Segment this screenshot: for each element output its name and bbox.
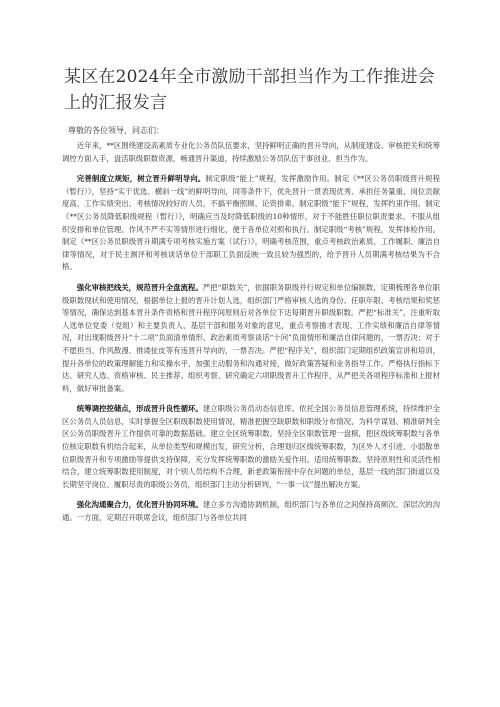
paragraph xyxy=(62,282,440,395)
document-title: 某区在2024年全市激励干部担当作为工作推进会上的汇报发言 xyxy=(64,67,435,113)
paragraph-text: 建立职级公务员动态信息库。依托全国公务员信息管理系统，持续维护全区公务员人员信息，实时掌握全区职级职数使用情况，精准把握空缺职数和职级分布情况，为科学谋划、精准研判全区公务员职级晋升工作提供可靠的数据基础。建立全区统筹职数。坚持全区职数管理一盘棋，把区级统筹职数与各单位核定职数有机结合起来，从单位类型和规模出发，研究分析，合理划归区级统筹职数，为区外人才引进、小弱散单位职级晋升和专项激励等提供支持保障，充分发挥统筹职数的激励关爱作用。适用统筹职数。坚持原则性和灵活性相结合，建立统筹职数使用制度，对个别人员结构不合理，新老政策衔接中存在问题的单位，基层一线的部门街道以及长期坚守岗位、履职尽责的职级公务员，组织部门主动分析研判，“一事一议”提出解决方案。 xyxy=(62,404,440,489)
paragraph-text: 制定职级“能上”规程，发挥激励作用。制定《**区公务员职级晋升规程（暂行）》，坚持“实干优选、横斜一线”的鲜明导向，同等条件下，优先晋升一贯表现优秀、承担任务量重、岗位贡献度高、工作实绩突出、考核情况较好的人员，不搞平衡照顾、论资排辈。制定职级“能下”规程，发挥约束作用。制定《**区公务员降低职级规程（暂行）》，明确应当及时降低职级的10种情形，对于不能胜任职位职责要求、不服从组织安排和单位管理、作风不严不实等情形进行细化，便于各单位对照和执行。制定职级“考核”规程，发挥体检作用。制定《**区公务员职级晋升期满专项考核实施方案（试行）》，明确考核范围，重点考核政治素质、工作履职、廉洁自律等情况，对于民主测评和考核谈话单位干部职工负面反映一致且较为强烈的，给予晋升人员期满考核结果为不合格。 xyxy=(62,174,440,272)
paragraph xyxy=(62,499,440,524)
paragraph-text: 近年来，**区围绕建设高素质专业化公务员队伍要求，坚持鲜明正确的晋升导向，从制度建设、审核把关和统筹调控方面入手，盘活职级职数资源，畅通晋升渠道，持续激励公务员队伍干事创业、担当作为。 xyxy=(62,141,440,163)
paragraph-text: 建立多方沟通协调机制，组织部门与各单位之间保持高频次、深层次的沟通。一方面，定期召开联席会议，组织部门与各单位共同 xyxy=(62,500,440,523)
paragraph-heading: 强化沟通聚合力，优化晋升协同环境。 xyxy=(76,500,203,510)
paragraph-text: 严把“职数关”，依据职务职级并行规定和单位编制数，定期梳理各单位职级职数现状和使用情况，根据单位上报的晋升计划人选，组织部门严格审核人选的身份、任职年限、考核结果和奖惩等情况，确保达到基本晋升条件资格和晋升程序间原则后对各单位下达每期晋升职级职数。严把“标准关”，注重听取人选单位党委（党组）和主要负责人、基层干部和服务对象的意见，重点考察擔才表现、工作实绩和廉洁自律等情况，对出现职级晋升“十二项”负面清单情形、政治素质考察谈话“十问”负面情形和廉洁自律问题的，一票否决；对于不愿担当、作风散漫、推诿扯皮等有违晋升导向的，一票否决。严把“程序关”，组织部门定期组织政策宣讲和培训，提升各单位的政策理解能力和实操水平，加强主动服务和沟通对接，做好政策答疑和业务指导工作。严格执行指标下达、研究人选、资格审核、民主推荐、组织考察、研究确定六项职级晋升工作程序，从严把关各项程序标准和上报材料，做好审批备案。 xyxy=(62,282,440,393)
paragraph xyxy=(62,403,440,491)
paragraph-heading: 完善制度立规矩，树立晋升鲜明导向。 xyxy=(76,174,206,184)
paragraph-heading: 强化审核把线关，规范晋升全盘流程。 xyxy=(76,282,203,292)
paragraph-heading: 统筹调控挖储点，形成晋升良性循环。 xyxy=(76,404,203,414)
salutation: 尊敬的各位领导，同志们： xyxy=(68,126,164,135)
paragraph xyxy=(62,173,440,274)
paragraph xyxy=(62,140,440,165)
